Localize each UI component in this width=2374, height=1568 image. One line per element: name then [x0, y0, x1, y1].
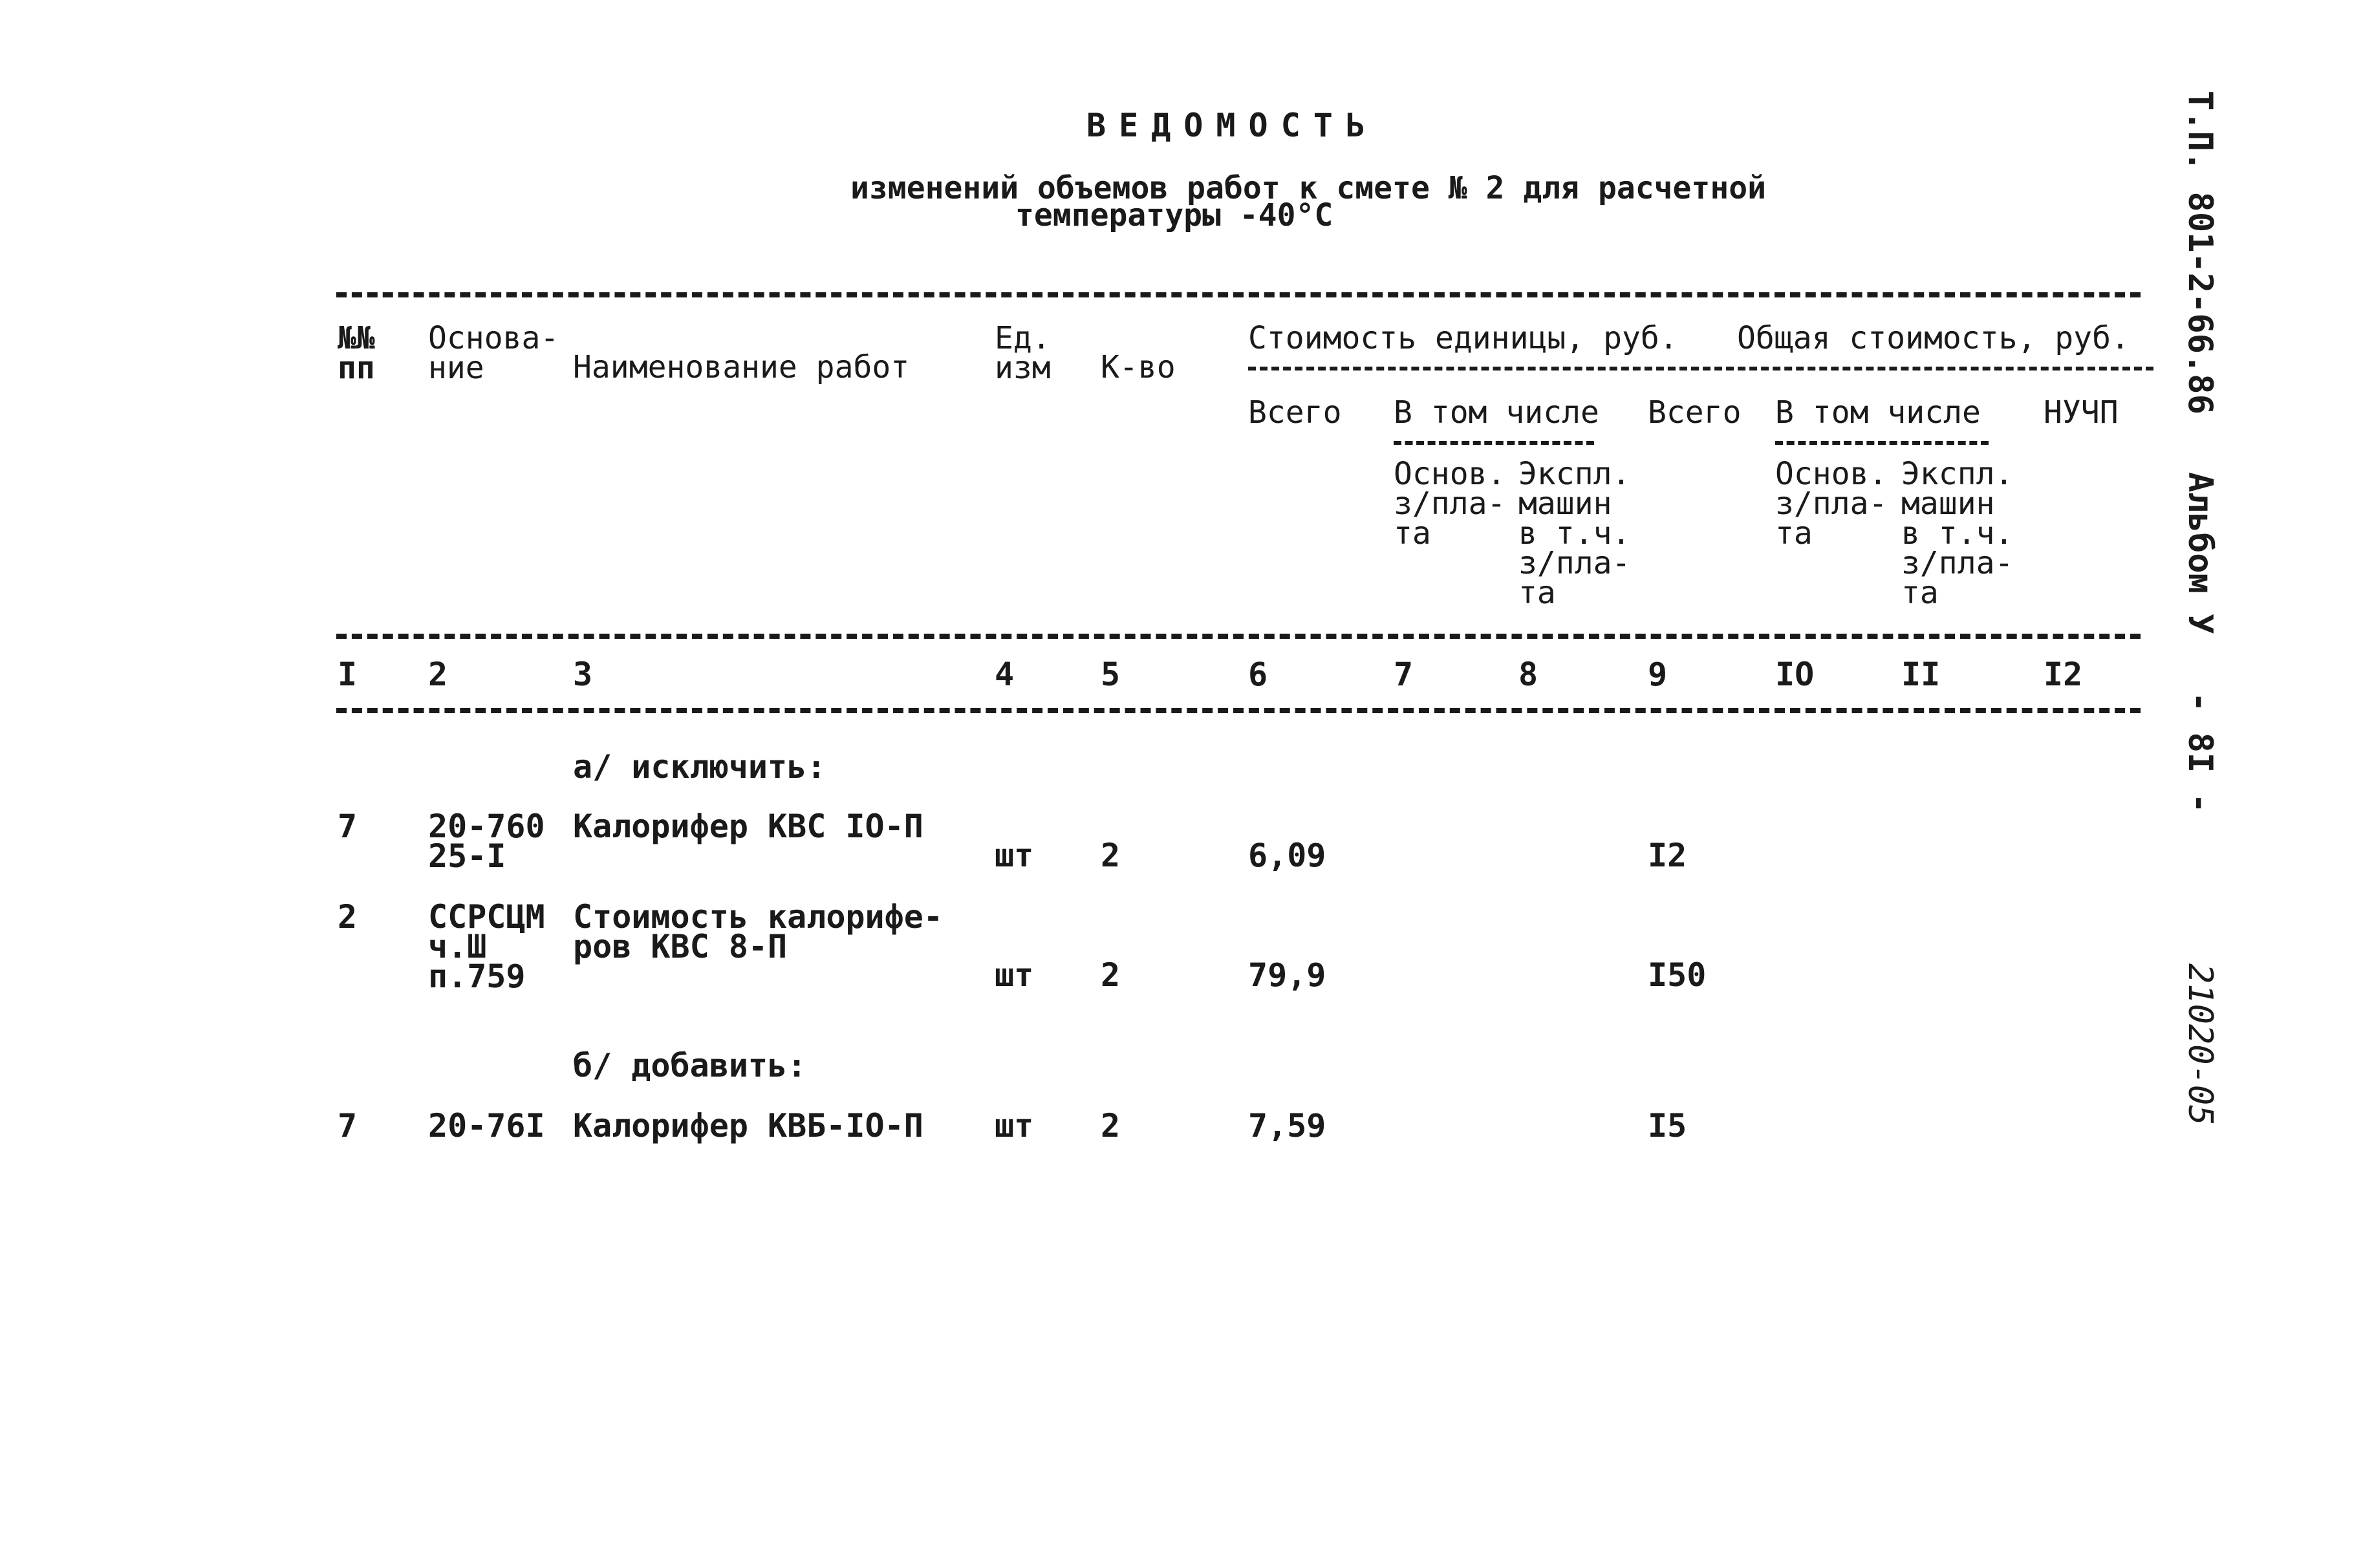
header-total-machines: Экспл. машин в т.ч. з/пла- та — [1901, 456, 2014, 611]
column-number: II — [1901, 656, 1941, 693]
row-total: I5 — [1648, 1107, 1687, 1144]
row-name: Калорифер КВС IO-П — [573, 808, 923, 845]
row-num: 7 — [338, 1107, 358, 1144]
margin-album: Альбом У — [2181, 472, 2219, 634]
row-unit-total: 6,09 — [1248, 837, 1326, 874]
column-number: 5 — [1101, 656, 1121, 693]
header-total-incl: В том числе — [1775, 394, 1981, 431]
column-number: 6 — [1248, 656, 1268, 693]
row-qty: 2 — [1101, 837, 1121, 874]
row-qty: 2 — [1101, 1107, 1121, 1144]
row-unit: шт — [995, 1107, 1034, 1144]
rule-colnums-bottom — [336, 708, 2141, 713]
row-num: 7 — [338, 808, 358, 845]
header-col-num: №№ пп — [338, 320, 375, 386]
row-unit-total: 7,59 — [1248, 1107, 1326, 1144]
header-unit-wages: Основ. з/пла- та — [1394, 456, 1506, 552]
row-unit: шт — [995, 837, 1034, 874]
margin-code: Т.П. 801-2-66.86 — [2181, 91, 2219, 414]
column-number: 4 — [995, 656, 1015, 693]
row-name: Стоимость калорифе- ров КВС 8-П — [573, 898, 943, 965]
header-unit-total: Всего — [1248, 394, 1342, 431]
header-col-basis: Основа- ние — [428, 320, 559, 386]
header-total-total: Всего — [1648, 394, 1742, 431]
document-subtitle-line1: изменений объемов работ к смете № 2 для расчетной — [850, 170, 1767, 206]
row-name: Калорифер КВБ-IO-П — [573, 1107, 923, 1144]
row-num: 2 — [338, 898, 358, 936]
column-number: 8 — [1518, 656, 1538, 693]
column-number: 9 — [1648, 656, 1668, 693]
header-col-name: Наименование работ — [573, 349, 910, 385]
header-unit-machines: Экспл. машин в т.ч. з/пла- та — [1518, 456, 1631, 611]
row-total: I50 — [1648, 956, 1707, 994]
section-add: б/ добавить: — [573, 1047, 807, 1084]
header-group-unit-cost: Стоимость единицы, руб. — [1248, 320, 1678, 356]
column-number: 2 — [428, 656, 448, 693]
column-number: I — [338, 656, 358, 693]
rule-header-bottom — [336, 634, 2141, 639]
rule-unit-incl — [1394, 441, 1594, 445]
row-qty: 2 — [1101, 956, 1121, 994]
header-group-total-cost: Общая стоимость, руб. — [1737, 320, 2130, 356]
header-col-qty: К-во — [1101, 349, 1176, 385]
rule-group — [1248, 367, 2153, 371]
header-unit-incl: В том числе — [1394, 394, 1599, 431]
column-number: 7 — [1394, 656, 1414, 693]
row-basis: 20-76I — [428, 1107, 545, 1144]
row-unit-total: 79,9 — [1248, 956, 1326, 994]
rule-top — [336, 292, 2141, 297]
section-exclude: а/ исключить: — [573, 748, 826, 786]
rule-total-incl — [1775, 441, 1989, 445]
column-number: IO — [1775, 656, 1815, 693]
row-unit: шт — [995, 956, 1034, 994]
document-title: ВЕДОМОСТЬ — [1086, 107, 1378, 144]
row-total: I2 — [1648, 837, 1687, 874]
header-total-wages: Основ. з/пла- та — [1775, 456, 1888, 552]
margin-page: - 8I - — [2181, 692, 2219, 813]
document-subtitle-line2: температуры -40°С — [1015, 197, 1333, 233]
row-basis: 20-760 25-I — [428, 808, 545, 875]
column-number: I2 — [2044, 656, 2083, 693]
row-basis: ССРСЦМ ч.Ш п.759 — [428, 898, 545, 995]
margin-number: 21020-05 — [2181, 963, 2219, 1126]
header-col-unit: Ед. изм — [995, 320, 1051, 386]
column-number: 3 — [573, 656, 593, 693]
header-nuchp: НУЧП — [2044, 394, 2119, 431]
